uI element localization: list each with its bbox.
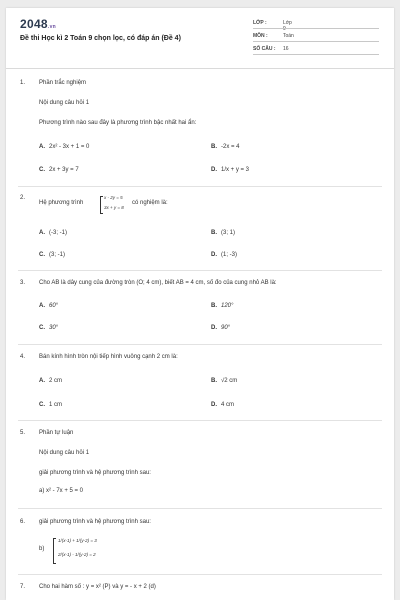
option-d[interactable]: 4 cm bbox=[221, 402, 235, 408]
system-brace bbox=[53, 538, 56, 564]
question-divider bbox=[18, 186, 382, 187]
question-text: Cho hai hàm số : y = x² (P) và y = - x + 2 (d) bbox=[39, 584, 156, 590]
option-d-letter: D. bbox=[211, 402, 217, 408]
system-line-1: x - 2y = 5 bbox=[104, 195, 123, 200]
content-label: Nội dung câu hỏi 1 bbox=[39, 100, 90, 106]
section-title: Phần tự luận bbox=[39, 430, 74, 436]
section-title: Phần trắc nghiệm bbox=[39, 80, 87, 86]
exam-title: Đề thi Học kì 2 Toán 9 chọn lọc, có đáp án (Đề 4) bbox=[20, 35, 181, 42]
option-a[interactable]: 2 cm bbox=[49, 378, 63, 384]
meta-divider bbox=[253, 54, 379, 55]
system-eq-2: 2/(x-1) - 1/(y-2) = 2 bbox=[58, 552, 96, 557]
question-text-post: có nghiệm là: bbox=[132, 200, 168, 206]
question-divider bbox=[18, 420, 382, 421]
option-b-letter: B. bbox=[211, 303, 217, 309]
option-a[interactable]: 2x² - 3x + 1 = 0 bbox=[49, 144, 90, 150]
question-number: 3. bbox=[20, 280, 26, 286]
question-text: giải phương trình và hệ phương trình sau: bbox=[39, 470, 151, 476]
header-divider bbox=[6, 68, 394, 69]
question-text: Phương trình nào sau đây là phương trình bậc nhất hai ẩn: bbox=[39, 120, 197, 126]
question-number: 5. bbox=[20, 430, 26, 436]
option-c-letter: C. bbox=[39, 402, 45, 408]
option-d[interactable]: (1; -3) bbox=[221, 252, 238, 258]
option-c[interactable]: (3; -1) bbox=[49, 252, 66, 258]
meta-divider bbox=[253, 41, 379, 42]
option-a[interactable]: (-3; -1) bbox=[49, 230, 67, 236]
site-logo[interactable]: 2048.vn bbox=[20, 17, 57, 31]
question-text: Bán kính hình tròn nội tiếp hình vuông cạnh 2 cm là: bbox=[39, 354, 178, 360]
question-divider bbox=[18, 270, 382, 271]
option-a-letter: A. bbox=[39, 303, 45, 309]
option-c[interactable]: 30° bbox=[49, 325, 59, 331]
option-b-letter: B. bbox=[211, 378, 217, 384]
question-number: 6. bbox=[20, 519, 26, 525]
option-c-letter: C. bbox=[39, 325, 45, 331]
option-a-letter: A. bbox=[39, 378, 45, 384]
question-text: giải phương trình và hệ phương trình sau: bbox=[39, 519, 151, 525]
option-d-letter: D. bbox=[211, 167, 217, 173]
question-text: Cho AB là dây cung của đường tròn (O; 4 cm), biết AB = 4 cm, số đo của cung nhỏ AB là: bbox=[39, 280, 277, 286]
content-label: Nội dung câu hỏi 1 bbox=[39, 450, 90, 456]
question-number: 4. bbox=[20, 354, 26, 360]
option-b[interactable]: √2 cm bbox=[221, 378, 238, 384]
option-b-letter: B. bbox=[211, 230, 217, 236]
option-c-letter: C. bbox=[39, 167, 45, 173]
question-number: 2. bbox=[20, 195, 26, 201]
option-d-letter: D. bbox=[211, 252, 217, 258]
option-c[interactable]: 2x + 3y = 7 bbox=[49, 167, 79, 173]
question-divider bbox=[18, 574, 382, 575]
question-number: 7. bbox=[20, 584, 26, 590]
exam-page bbox=[6, 8, 394, 600]
system-brace bbox=[100, 196, 103, 214]
option-a[interactable]: 60° bbox=[49, 303, 59, 309]
option-b[interactable]: (3; 1) bbox=[221, 230, 236, 236]
option-d[interactable]: 90° bbox=[221, 325, 231, 331]
question-divider bbox=[18, 344, 382, 345]
meta-divider bbox=[253, 28, 379, 29]
question-text-pre: Hệ phương trình bbox=[39, 200, 84, 206]
question-number: 1. bbox=[20, 80, 26, 86]
option-b-letter: B. bbox=[211, 144, 217, 150]
question-part: a) x² - 7x + 5 = 0 bbox=[39, 488, 84, 494]
option-a-letter: A. bbox=[39, 230, 45, 236]
system-eq-1: 1/(x-1) + 1/(y-2) = 3 bbox=[58, 538, 97, 543]
system-line-2: 3x + y = 8 bbox=[104, 205, 124, 210]
option-d[interactable]: 1/x + y = 3 bbox=[221, 167, 250, 173]
option-b[interactable]: 120° bbox=[221, 303, 234, 309]
question-divider bbox=[18, 508, 382, 509]
option-c[interactable]: 1 cm bbox=[49, 402, 63, 408]
option-d-letter: D. bbox=[211, 325, 217, 331]
option-b[interactable]: -2x = 4 bbox=[221, 144, 240, 150]
option-a-letter: A. bbox=[39, 144, 45, 150]
part-label: b) bbox=[39, 546, 45, 552]
exam-header: 2048.vn Đề thi Học kì 2 Toán 9 chọn lọc, có đáp án (Đề 4) LỚP : Lớp 9 MÔN : Toán SỐ CÂU : 16 bbox=[6, 8, 394, 68]
option-c-letter: C. bbox=[39, 252, 45, 258]
